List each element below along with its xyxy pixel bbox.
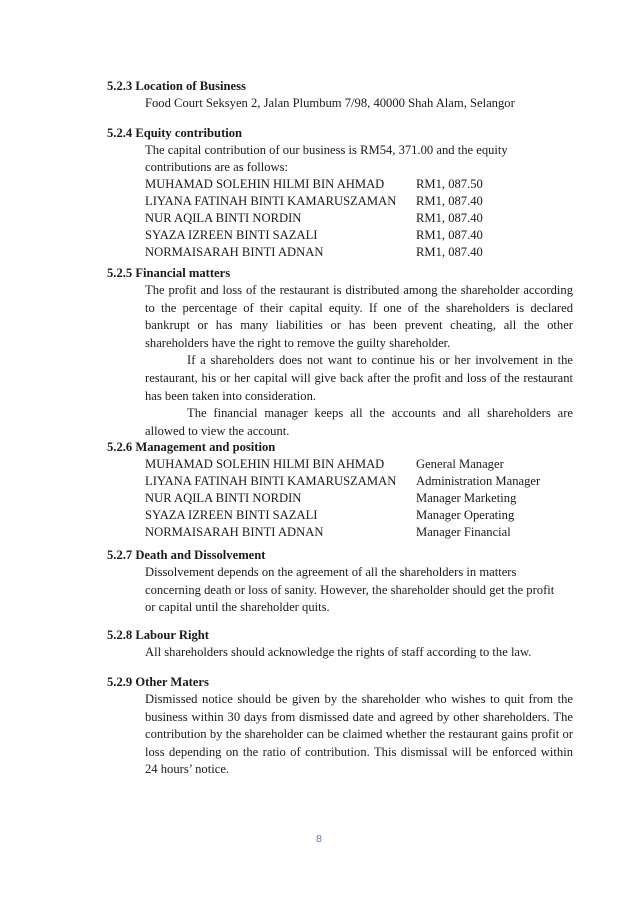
- position-title: Manager Financial: [416, 525, 511, 539]
- equity-amount: RM1, 087.40: [416, 194, 483, 208]
- management-table: [145, 456, 573, 541]
- section-heading: 5.2.4 Equity contribution: [107, 126, 243, 140]
- management-row: [145, 473, 573, 490]
- labour-text: All shareholders should acknowledge the rights of staff according to the law.: [145, 645, 532, 659]
- section-heading: 5.2.5 Financial matters: [107, 266, 231, 280]
- equity-row: [145, 227, 573, 244]
- shareholder-name: LIYANA FATINAH BINTI KAMARUSZAMAN: [145, 194, 397, 208]
- shareholder-name: MUHAMAD SOLEHIN HILMI BIN AHMAD: [145, 177, 385, 191]
- death-line: concerning death or loss of sanity. However, the shareholder should get the profit: [145, 582, 555, 597]
- position-title: Manager Operating: [416, 508, 515, 522]
- financial-body: [145, 282, 573, 440]
- section-financial: [107, 265, 573, 440]
- equity-amount: RM1, 087.40: [416, 228, 483, 242]
- shareholder-name: SYAZA IZREEN BINTI SAZALI: [145, 508, 318, 522]
- shareholder-name: NORMAISARAH BINTI ADNAN: [145, 525, 324, 539]
- section-heading: 5.2.8 Labour Right: [107, 628, 209, 642]
- financial-paragraph: If a shareholders does not want to continue his or her involvement in the restaurant, his or her capital will give back after the profit and loss of the restaurant has been taken into consideration.: [145, 353, 573, 403]
- section-death: [107, 547, 573, 617]
- shareholder-name: NUR AQILA BINTI NORDIN: [145, 491, 302, 505]
- financial-paragraph: The financial manager keeps all the accounts and all shareholders are allowed to view the account.: [145, 406, 573, 438]
- shareholder-name: SYAZA IZREEN BINTI SAZALI: [145, 228, 318, 242]
- section-equity: [107, 125, 573, 261]
- equity-amount: RM1, 087.40: [416, 245, 483, 259]
- other-text: Dismissed notice should be given by the shareholder who wishes to quit from the business within 30 days from dismissed date and agreed by other shareholders. The contribution by the shareholder can be claimed whether the restaurant gains profit or loss depending on the ratio of contribution. This dismissal will be enforced within 24 hours’ notice.: [145, 692, 573, 777]
- management-row: [145, 524, 573, 541]
- shareholder-name: NUR AQILA BINTI NORDIN: [145, 211, 302, 225]
- equity-row: [145, 244, 573, 261]
- section-labour: [107, 627, 573, 662]
- equity-intro-line: The capital contribution of our business is RM54, 371.00 and the equity: [145, 143, 508, 157]
- section-heading: 5.2.9 Other Maters: [107, 675, 209, 689]
- management-row: [145, 456, 573, 473]
- shareholder-name: LIYANA FATINAH BINTI KAMARUSZAMAN: [145, 474, 397, 488]
- section-location: [107, 78, 573, 113]
- location-text: Food Court Seksyen 2, Jalan Plumbum 7/98, 40000 Shah Alam, Selangor: [145, 96, 515, 110]
- equity-intro-line: contributions are as follows:: [145, 160, 289, 174]
- equity-row: [145, 176, 573, 193]
- section-other: [107, 674, 573, 779]
- equity-amount: RM1, 087.40: [416, 211, 483, 225]
- death-line: Dissolvement depends on the agreement of all the shareholders in matters: [145, 565, 517, 579]
- position-title: Administration Manager: [416, 474, 541, 488]
- equity-row: [145, 193, 573, 210]
- shareholder-name: NORMAISARAH BINTI ADNAN: [145, 245, 324, 259]
- management-row: [145, 507, 573, 524]
- position-title: Manager Marketing: [416, 491, 517, 505]
- equity-amount: RM1, 087.50: [416, 177, 483, 191]
- equity-table: [145, 176, 573, 261]
- section-heading: 5.2.7 Death and Dissolvement: [107, 548, 266, 562]
- page-number: 8: [316, 833, 322, 845]
- position-title: General Manager: [416, 457, 504, 471]
- shareholder-name: MUHAMAD SOLEHIN HILMI BIN AHMAD: [145, 457, 385, 471]
- section-heading: 5.2.6 Management and position: [107, 440, 276, 454]
- equity-row: [145, 210, 573, 227]
- equity-body: [145, 142, 573, 261]
- management-row: [145, 490, 573, 507]
- financial-paragraph: The profit and loss of the restaurant is distributed among the shareholder according to the percentage of their capital equity. If one of the shareholders is declared bankrupt or has many liabilities or has been prevent cheating, all the other shareholders have the right to remove the guilty shareholder.: [145, 283, 573, 350]
- section-management: [107, 439, 573, 541]
- section-heading: 5.2.3 Location of Business: [107, 79, 246, 93]
- death-line: or capital until the shareholder quits.: [145, 600, 330, 614]
- death-body: [145, 564, 573, 617]
